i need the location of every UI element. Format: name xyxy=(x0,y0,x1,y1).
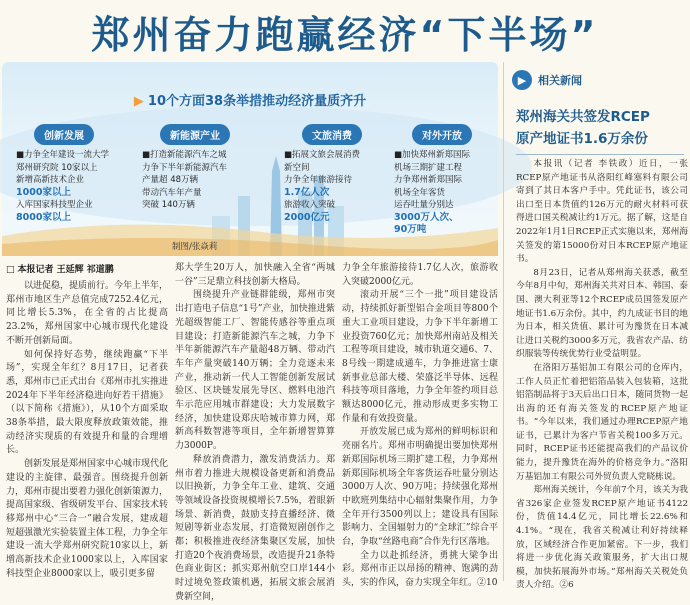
article-paragraph: 8月23日，记者从郑州海关获悉，截至今年8月中旬，郑州海关共对日本、韩国、泰国、澳大利亚等12个RCEP成员国签发原产地证书1.6万余份。其中，约九成证书目的地为日本，相关货值、累计可为豫货在日本减让进口关税约3000多万元，我省农产品、纺织服装等传统优势行业受益明显。 xyxy=(516,267,688,360)
column-line: 带动汽车年产量 xyxy=(142,187,202,198)
article-paragraph: 郑州海关统计，今年前7个月，该关为我省326家企业签发RCEP原产地证书4122份，货值14.4亿元，同比增长22.6%和4.1%。“现在，我省关税减让利好持续释放，区域经济合作更加紧密。下一步，我们将进一步优化海关政策服务，扩大出口规模，加快拓展海外市场。”郑州海关关税处负责人介绍。②6 xyxy=(516,485,688,591)
article-paragraph: 围绕提升产业链群能级，郑州市突出打造电子信息“1号”产业，加快推进紫光超级智能工厂、智能传感谷等重点项目建设；打造新能源汽车之城，力争下半年新能源汽车产量超48万辆、带动汽车年产量突破140万辆；全力竞逐未来产业，推动新一代人工智能创新发展试验区、区块链发展先导区、燃料电池汽车示范应用城市群建设；大力发展数字经济，加快建设郑庆哈城市算力网，郑新高科数智港等项目，全年新增智算算力3000P。 xyxy=(175,290,335,452)
article-paragraph: 如何保持好态势，继续跑赢“下半场”，实现全年红？8月17日，记者获悉，郑州市已正式出台《郑州市扎实推进2024年下半年经济稳进向好若干措施》（以下简称《措施》），从10个方面采取38条举措，最大限度释放政策效能，推动经济实现质的有效提升和量的合理增长。 xyxy=(6,349,169,456)
column-line: 新增高新技术企业 xyxy=(16,175,85,185)
related-article-body xyxy=(516,158,688,591)
title-line: 原产地证书1.6万余份 xyxy=(516,131,648,147)
column-tag: 新能源产业 xyxy=(160,124,230,145)
related-news-header xyxy=(512,70,582,90)
infographic-title xyxy=(2,90,498,109)
article-paragraph: 创新发展是郑州国家中心城市现代化建设的主旋律、最强音。围绕提升创新力，郑州市提出要着力强化创新策源力，提高国家级、省级研发平台、国家技术转移郑州中心“三合一”融合发展，建成超短超强激光实验装置主体工程，力争全年建设一流大学郑州研究院10家以上，新增高新技术企业1000家以上，入库国家科技型企业8000家以上，吸引更多留 xyxy=(6,459,169,579)
article-paragraph: 力争全年旅游接待1.7亿人次，旅游收入突破2000亿元。 xyxy=(342,263,498,287)
article-paragraph: 本报讯（记者 李铁政）近日，一张RCEP原产地证书从洛阳红峰塞料有限公司寄到了其日本客户手中。凭此证书，该公司出口至日本货值约126万元的耐火材料可获得进口国关税减让约1万元。据了解，这是自2022年1月1日RCEP正式实施以来，郑州海关签发的第15000份对日本RCEP原产地证书。 xyxy=(516,159,688,265)
article-column-1 xyxy=(6,280,168,580)
article-paragraph: 全力以赴抓经济，勇挑大梁争出彩。郑州市正以昂扬的精神、饱满的劲头，实的作风，奋力实现全年红。②10 xyxy=(342,550,498,589)
column-line: 机场三期扩建工程 xyxy=(394,162,463,173)
column-number: 1000家以上 xyxy=(16,186,71,198)
column-tag: 创新发展 xyxy=(34,124,94,145)
column-line: ■打造新能源汽车之城 xyxy=(142,150,227,160)
related-article-title[interactable] xyxy=(516,106,684,150)
infographic-column-tourism xyxy=(284,124,388,224)
article-paragraph: 在洛阳万基铝加工有限公司的仓库内，工作人员正忙着把铝箔品装入包装箱，这批铝箔制品将于3天后出口日本，随同货物一起出海的还有海关签发的RCEP原产地证书。“今年以来，我们通过办理RCEP原产地证书，已累计为客户节省关税100多万元。同时，RCEP证书还能提高我们的产品议价能力，提升豫货在海外的价格竞争力。”洛阳万基铝加工有限公司外贸负责人党晓栋说。 xyxy=(516,362,688,482)
byline xyxy=(6,262,114,275)
column-line: 力争下半年新能源汽车 xyxy=(142,162,228,173)
column-line: 运吞吐量分别达 xyxy=(394,200,454,210)
play-icon: ▶ xyxy=(512,70,532,90)
column-tag: 文旅消费 xyxy=(302,124,362,145)
column-number: 8000家以上 xyxy=(16,211,71,223)
graphic-credit: 制图/张焱莉 xyxy=(172,242,218,252)
article-paragraph: 释放消费潜力，激发消费活力。郑州市着力推进大规模设备更新和消费品以旧换新，力争全年工业、建筑、交通等领域设备投资规模增长7.5%，着眼新场景、新消费，鼓励支持直播经济、微短剧等新业态发展，打造微短剧创作之都；积极推进夜经济集聚区发展，加快打造20个夜消费场景，改造提升21条特色商业街区；抓实郑州航空口岸144小时过境免签政策机遇，拓展文旅会展消费新空间， xyxy=(175,454,335,602)
article-paragraph: 郑大学生20万人，加快融入全省“两城一谷”三足鼎立科技创新大格局。 xyxy=(175,263,335,287)
column-line: 新空间 xyxy=(284,162,310,173)
article-paragraph: 以进促稳，提质前行。今年上半年，郑州市地区生产总值完成7252.4亿元，同比增长5.3%，在全省的占比提高23.2%，郑州国家中心城市现代化建设不断开创新局面。 xyxy=(6,281,169,346)
column-line: 郑州研究院 10家以上 xyxy=(16,162,98,173)
column-number: 3000万人次、 xyxy=(394,211,459,223)
column-line: ■力争全年建设一流大学 xyxy=(16,150,110,160)
column-line: ■拓展文旅会展消费 xyxy=(284,150,361,160)
article-paragraph: 开放发展已成为郑州的鲜明标识和亮丽名片。郑州市明确提出要加快郑州新郑国际机场三期扩建工程，力争郑州新郑国际机场全年客货运吞吐量分别达3000万人次、90万吨；持续强化郑州中欧班列集结中心辐射集聚作用，力争全年开行3500列以上；建设具有国际影响力、全国辐射力的“全球汇”综合平台，争取“丝路电商”合作先行区落地。 xyxy=(342,427,498,548)
infographic-column-opening xyxy=(394,124,496,237)
divider xyxy=(516,154,684,155)
column-line: 突破 140万辆 xyxy=(142,200,195,210)
related-news-label: 相关新闻 xyxy=(538,74,582,87)
column-line: 入库国家科技型企业 xyxy=(16,200,93,210)
infographic-column-innovation xyxy=(16,124,134,224)
column-line: 力争郑州新郑国际 xyxy=(394,175,463,185)
article-column-2 xyxy=(175,262,335,602)
article-column-3 xyxy=(342,262,498,589)
column-tag: 对外开放 xyxy=(412,124,472,145)
arrow-icon: ▶ xyxy=(133,94,144,109)
infographic-title-text: 10个方面38条举措推动经济量质齐升 xyxy=(147,94,367,109)
page-headline: 郑州奋力跑赢经济“下半场” xyxy=(91,12,599,57)
column-number: 2000亿元 xyxy=(284,211,330,223)
title-line: 郑州海关共签发RCEP xyxy=(516,109,650,125)
column-line: ■加快郑州新郑国际 xyxy=(394,150,471,160)
article-paragraph: 滚动开展“三个一批”项目建设活动，持续抓好新型铝合金项目等800个重大工业项目建设，力争下半年新增工业投资760亿元；加快郑州南站及相关工程等项目建设，城市轨道交通6、7、8号线一期建成通车，力争推进富士康新事业总部大楼、荣盛泛半导体、远程科技等项目落地，力争全年签约项目总额达8000亿元，推动形成更多实物工作量和有效投资量。 xyxy=(342,290,498,424)
column-divider xyxy=(503,62,504,581)
column-number: 1.7亿人次 xyxy=(284,186,330,198)
column-number: 90万吨 xyxy=(394,224,427,235)
infographic-column-new-energy xyxy=(142,124,260,212)
square-icon: □ xyxy=(6,265,15,275)
infographic-panel xyxy=(2,62,498,256)
column-line: 力争全年旅游接待 xyxy=(284,175,353,185)
column-line: 产量超 48万辆 xyxy=(142,175,199,185)
column-line: 旅游收入突破 xyxy=(284,200,336,210)
byline-text: 本报记者 王延辉 祁道鹏 xyxy=(17,265,114,275)
column-line: 机场全年客货 xyxy=(394,187,446,198)
related-news-sidebar xyxy=(508,66,688,591)
